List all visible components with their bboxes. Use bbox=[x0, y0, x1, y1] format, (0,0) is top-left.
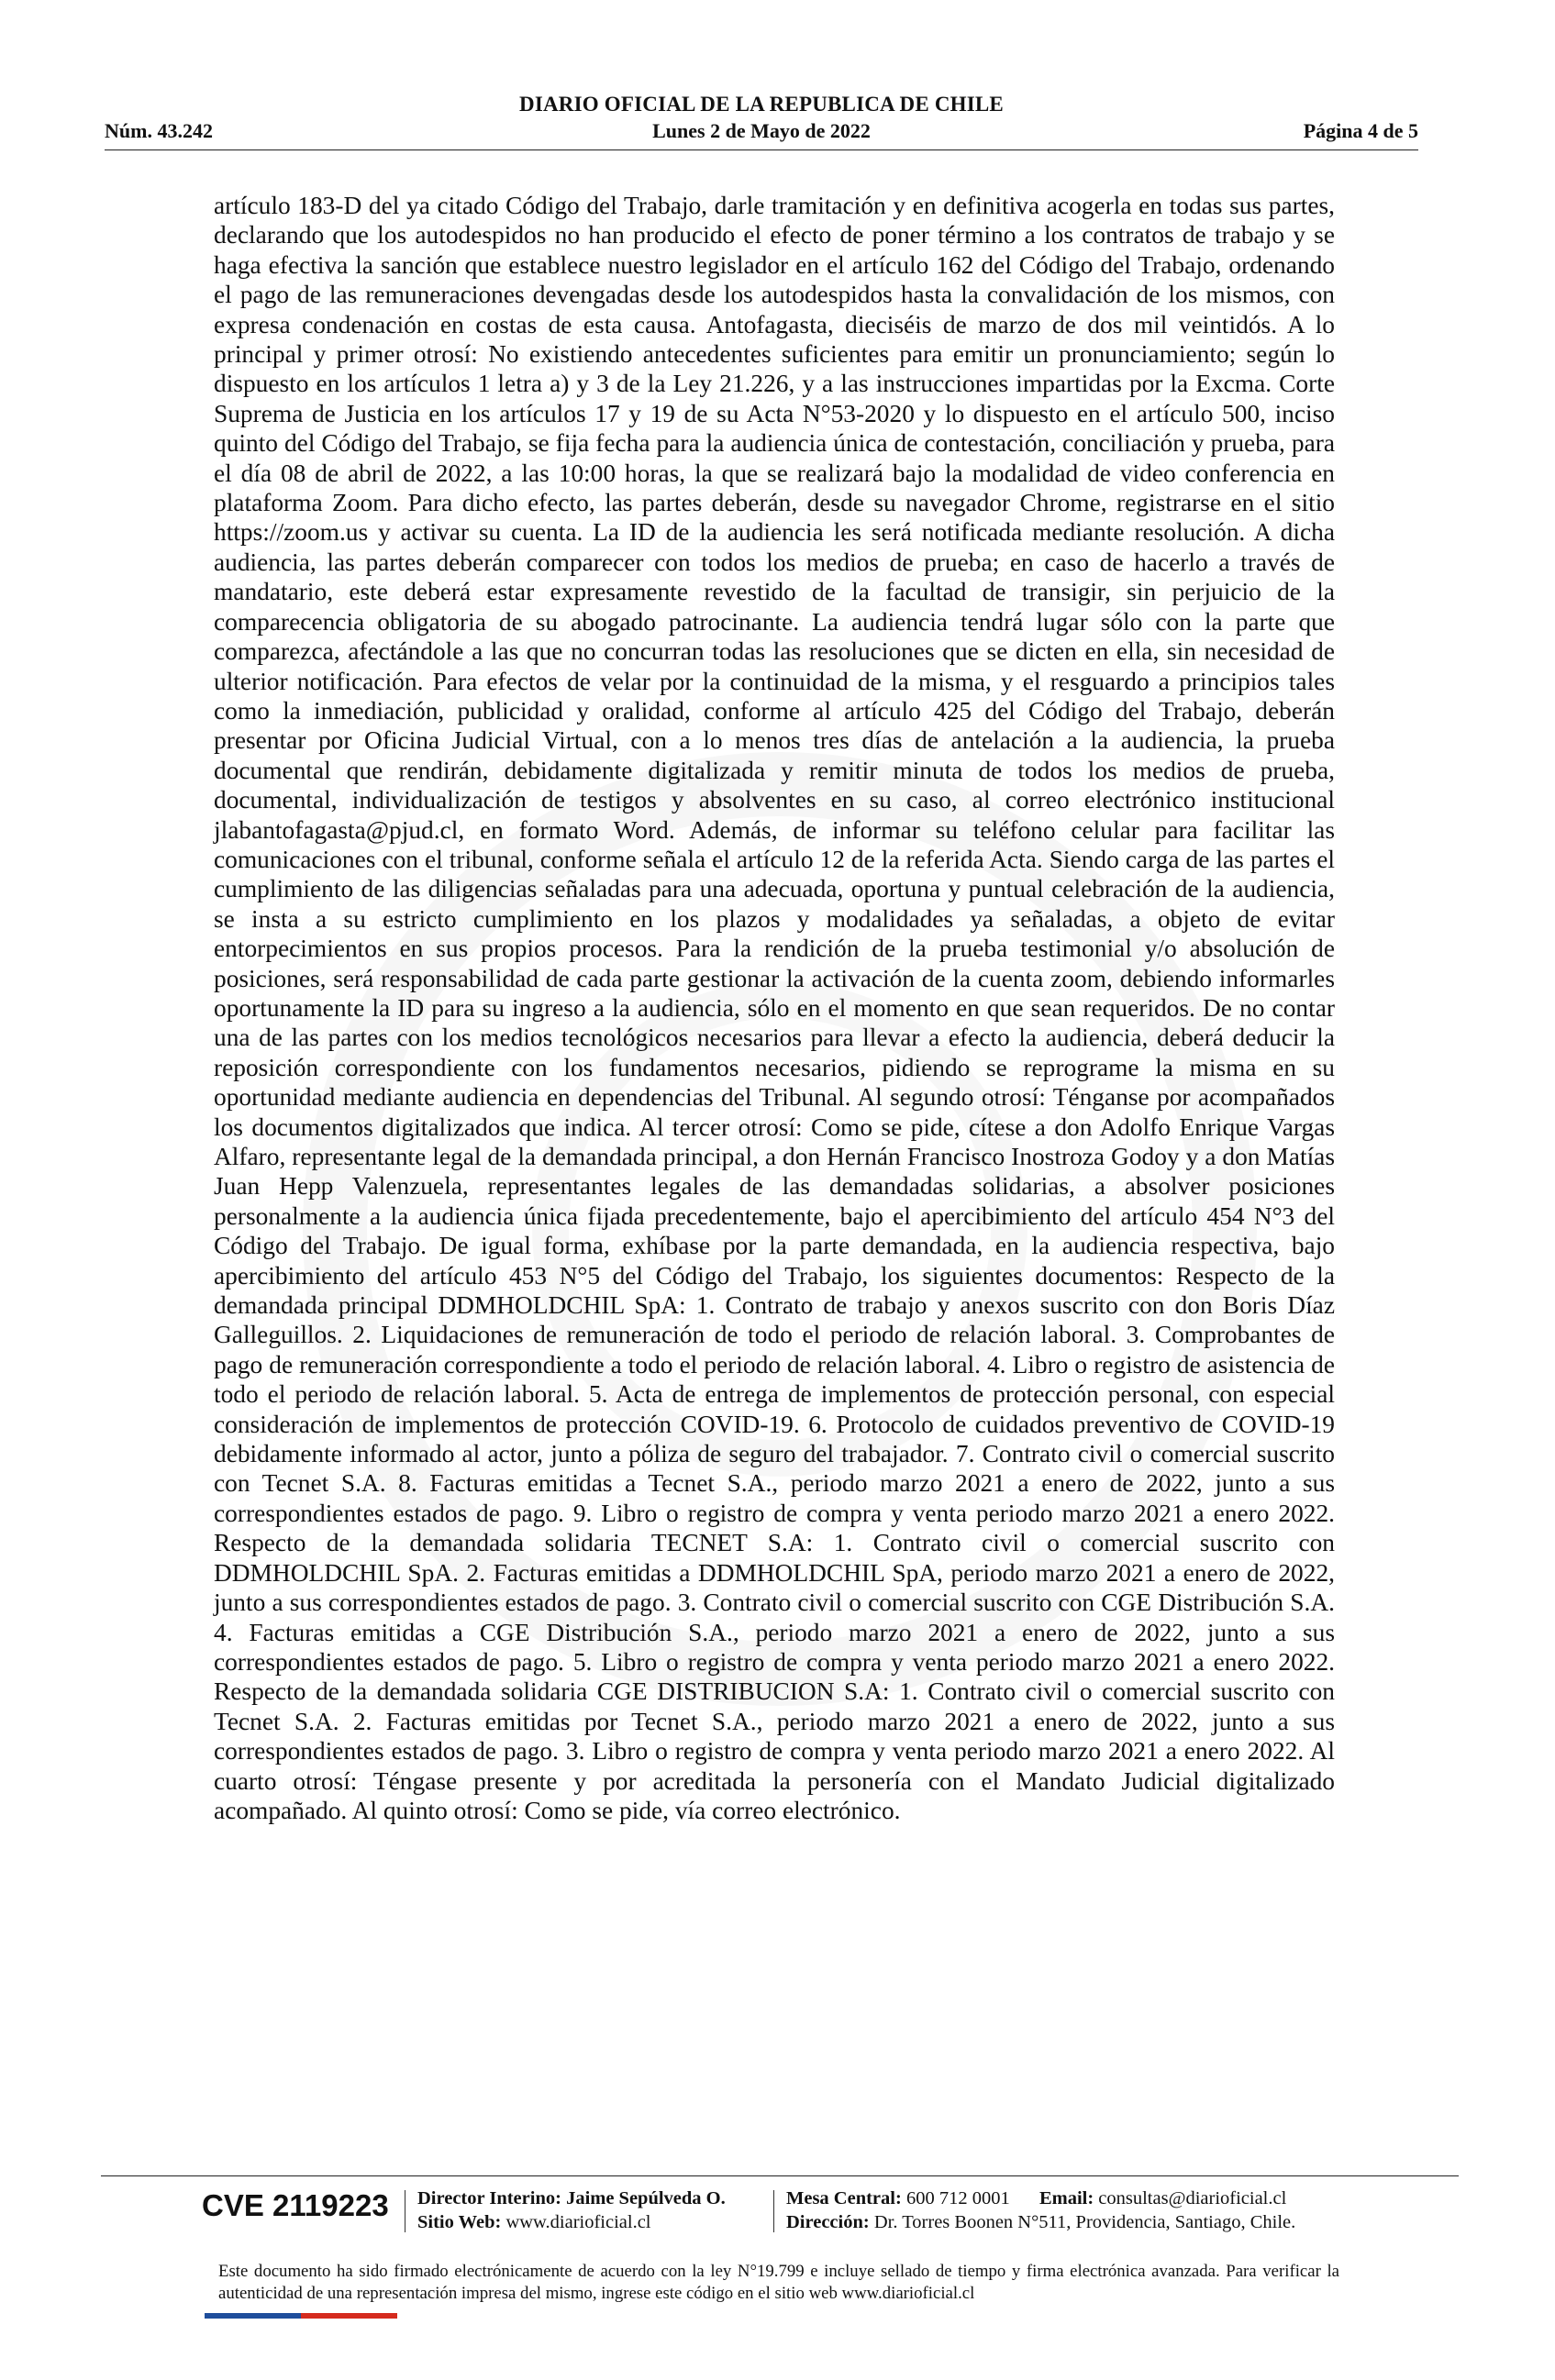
footer-divider bbox=[101, 2175, 1459, 2176]
email-label: Email: bbox=[1039, 2188, 1094, 2208]
director-name: Jaime Sepúlveda O. bbox=[566, 2188, 726, 2208]
address-line bbox=[786, 2210, 1295, 2234]
issue-date: Lunes 2 de Mayo de 2022 bbox=[652, 119, 871, 142]
director-line bbox=[417, 2186, 726, 2210]
page-indicator: Página 4 de 5 bbox=[1303, 119, 1418, 142]
cve-code: CVE 2119223 bbox=[202, 2188, 389, 2222]
director-label: Director Interino: bbox=[417, 2188, 561, 2208]
address-value: Dr. Torres Boonen N°511, Providencia, Santiago, Chile. bbox=[873, 2212, 1296, 2232]
phone-label: Mesa Central: bbox=[786, 2188, 902, 2208]
document-body: artículo 183-D del ya citado Código del Trabajo, darle tramitación y en definitiva acogerla en todas sus partes, declarando que los autodespidos no han producido el efecto de poner término a los contratos de trabajo y se haga efectiva la sanción que establece nuestro legislador en el artículo 162 del Código del Trabajo, ordenando el pago de las remuneraciones devengadas desde los autodespidos hasta la convalidación de los mismos, con expresa condenación en costas de esta causa. Antofagasta, dieciséis de marzo de dos mil veintidós. A lo principal y primer otrosí: No existiendo antecedentes suficientes para emitir un pronunciamiento; según lo dispuesto en los artículos 1 letra a) y 3 de la Ley 21.226, y a las instrucciones impartidas por la Excma. Corte Suprema de Justicia en los artículos 17 y 19 de su Acta N°53-2020 y lo dispuesto en el artículo 500, inciso quinto del Código del Trabajo, se fija fecha para la audiencia única de contestación, conciliación y prueba, para el día 08 de abril de 2022, a las 10:00 horas, la que se realizará bajo la modalidad de video conferencia en plataforma Zoom. Para dicho efecto, las partes deberán, desde su navegador Chrome, registrarse en el sitio https://zoom.us y activar su cuenta. La ID de la audiencia les será notificada mediante resolución. A dicha audiencia, las partes deberán comparecer con todos los medios de prueba; en caso de hacerlo a través de mandatario, este deberá estar expresamente revestido de la facultad de transigir, sin perjuicio de la comparecencia obligatoria de su abogado patrocinante. La audiencia tendrá lugar sólo con la parte que comparezca, afectándole a las que no concurran todas las resoluciones que se dicten en ella, sin necesidad de ulterior notificación. Para efectos de velar por la continuidad de la misma, y el resguardo a principios tales como la inmediación, publicidad y oralidad, conforme al artículo 425 del Código del Trabajo, deberán presentar por Oficina Judicial Virtual, con a lo menos tres días de antelación a la audiencia, la prueba documental que rendirán, debidamente digitalizada y remitir minuta de todos los medios de prueba, documental, individualización de testigos y absolventes en su caso, al correo electrónico institucional jlabantofagasta@pjud.cl, en formato Word. Además, de informar su teléfono celular para facilitar las comunicaciones con el tribunal, conforme señala el artículo 12 de la referida Acta. Siendo carga de las partes el cumplimiento de las diligencias señaladas para una adecuada, oportuna y puntual celebración de la audiencia, se insta a su estricto cumplimiento en los plazos y modalidades ya señaladas, a objeto de evitar entorpecimientos en sus propios procesos. Para la rendición de la prueba testimonial y/o absolución de posiciones, será responsabilidad de cada parte gestionar la activación de la cuenta zoom, debiendo informarles oportunamente la ID para su ingreso a la audiencia, sólo en el momento en que sean requeridos. De no contar una de las partes con los medios tecnológicos necesarios para llevar a efecto la audiencia, deberá deducir la reposición correspondiente con los fundamentos necesarios, pidiendo se reprograme la misma en su oportunidad mediante audiencia en dependencias del Tribunal. Al segundo otrosí: Ténganse por acompañados los documentos digitalizados que indica. Al tercer otrosí: Como se pide, cítese a don Adolfo Enrique Vargas Alfaro, representante legal de la demandada principal, a don Hernán Francisco Inostroza Godoy y a don Matías Juan Hepp Valenzuela, representantes legales de las demandadas solidarias, a absolver posiciones personalmente a la audiencia única fijada precedentemente, bajo el apercibimiento del artículo 454 N°3 del Código del Trabajo. De igual forma, exhíbase por la parte demandada, en la audiencia respectiva, bajo apercibimiento del artículo 453 N°5 del Código del Trabajo, los siguientes documentos: Respecto de la demandada principal DDMHOLDCHIL SpA: 1. Contrato de trabajo y anexos suscrito con don Boris Díaz Galleguillos. 2. Liquidaciones de remuneración de todo el periodo de relación laboral. 3. Comprobantes de pago de remuneración correspondiente a todo el periodo de relación laboral. 4. Libro o registro de asistencia de todo el periodo de relación laboral. 5. Acta de entrega de implementos de protección personal, con especial consideración de implementos de protección COVID-19. 6. Protocolo de cuidados preventivo de COVID-19 debidamente informado al actor, junto a póliza de seguro del trabajador. 7. Contrato civil o comercial suscrito con Tecnet S.A. 8. Facturas emitidas a Tecnet S.A., periodo marzo 2021 a enero de 2022, junto a sus correspondientes estados de pago. 9. Libro o registro de compra y venta periodo marzo 2021 a enero 2022. Respecto de la demandada solidaria TECNET S.A: 1. Contrato civil o comercial suscrito con DDMHOLDCHIL SpA. 2. Facturas emitidas a DDMHOLDCHIL SpA, periodo marzo 2021 a enero de 2022, junto a sus correspondientes estados de pago. 3. Contrato civil o comercial suscrito con CGE Distribución S.A. 4. Facturas emitidas a CGE Distribución S.A., periodo marzo 2021 a enero de 2022, junto a sus correspondientes estados de pago. 5. Libro o registro de compra y venta periodo marzo 2021 a enero 2022. Respecto de la demandada solidaria CGE DISTRIBUCION S.A: 1. Contrato civil o comercial suscrito con Tecnet S.A. 2. Facturas emitidas por Tecnet S.A., periodo marzo 2021 a enero de 2022, junto a sus correspondientes estados de pago. 3. Libro o registro de compra y venta periodo marzo 2021 a enero 2022. Al cuarto otrosí: Téngase presente y por acreditada la personería con el Mandato Judicial digitalizado acompañado. Al quinto otrosí: Como se pide, vía correo electrónico. bbox=[214, 192, 1335, 1824]
address-label: Dirección: bbox=[786, 2212, 870, 2232]
phone-value: 600 712 0001 bbox=[905, 2188, 1010, 2208]
footer-separator bbox=[773, 2190, 774, 2232]
footer-contact-block bbox=[786, 2186, 1295, 2234]
website-label: Sitio Web: bbox=[417, 2212, 502, 2232]
flag-blue-segment bbox=[205, 2313, 301, 2319]
footer-director-block bbox=[417, 2186, 726, 2234]
issue-number: Núm. 43.242 bbox=[105, 119, 213, 142]
email-link[interactable]: consultas@diarioficial.cl bbox=[1098, 2188, 1287, 2208]
legal-notice: Este documento ha sido firmado electrónicamente de acuerdo con la ley N°19.799 e incluye sellado de tiempo y firma electrónica avanzada. Para verificar la autenticidad de una representación impresa del mismo, ingrese este código en el sitio web www.diarioficial.cl bbox=[218, 2262, 1339, 2303]
page-header bbox=[105, 85, 1418, 159]
contact-line bbox=[786, 2186, 1295, 2210]
website-line bbox=[417, 2210, 726, 2234]
flag-color-bar bbox=[205, 2313, 397, 2319]
website-link[interactable]: www.diarioficial.cl bbox=[505, 2212, 651, 2232]
publication-title: DIARIO OFICIAL DE LA REPUBLICA DE CHILE bbox=[519, 93, 1004, 116]
header-divider bbox=[105, 149, 1418, 150]
flag-red-segment bbox=[301, 2313, 397, 2319]
